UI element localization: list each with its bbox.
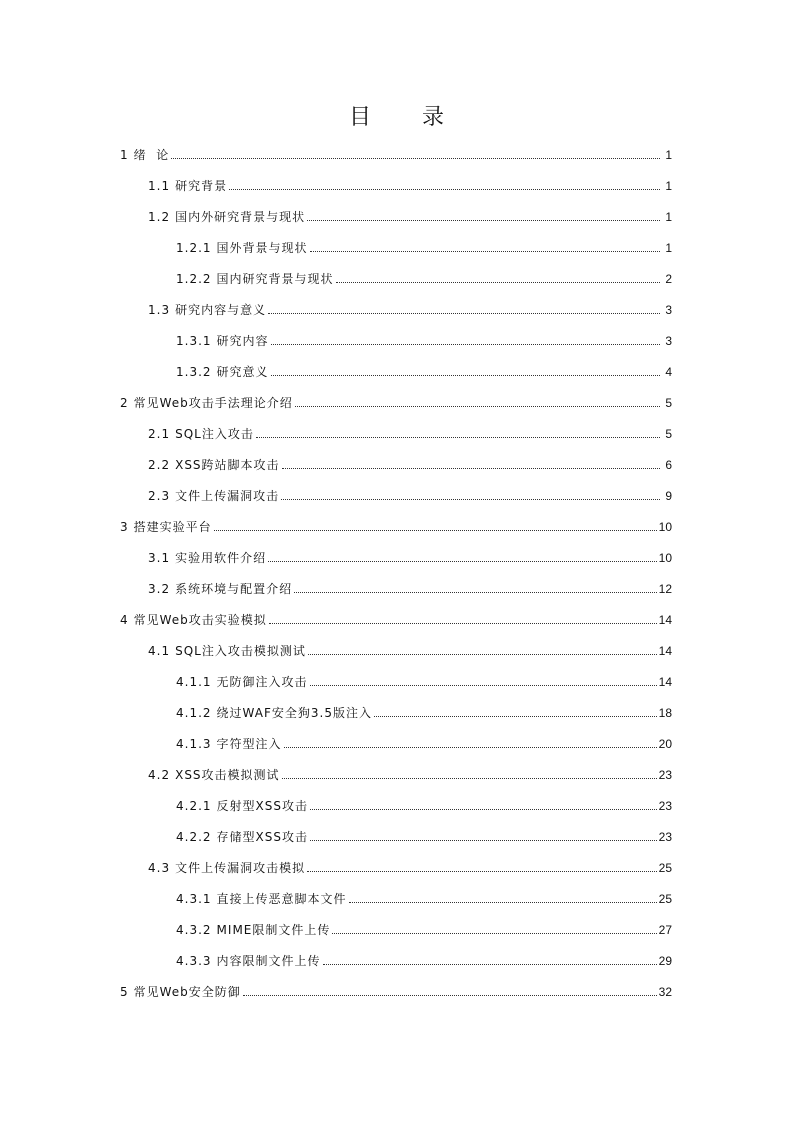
toc-entry-title: 国内外研究背景与现状 xyxy=(175,210,306,224)
toc-entry[interactable] xyxy=(120,980,672,1000)
toc-entry-page-number: 23 xyxy=(658,830,672,844)
toc-entry-number: 2.3 xyxy=(148,489,171,503)
toc-entry[interactable] xyxy=(148,174,672,194)
toc-dot-leader xyxy=(310,809,657,810)
toc-entry-page-number: 23 xyxy=(658,799,672,813)
toc-dot-leader xyxy=(336,282,660,283)
toc-entry-page-number: 14 xyxy=(658,613,672,627)
toc-entry[interactable] xyxy=(148,639,672,659)
toc-entry-page-number: 1 xyxy=(665,210,672,224)
toc-entry-title: 搭建实验平台 xyxy=(133,520,212,534)
toc-entry-number: 4.2.1 xyxy=(176,799,212,813)
toc-entry-page-number: 27 xyxy=(658,923,672,937)
toc-entry[interactable] xyxy=(176,949,672,969)
toc-dot-leader xyxy=(282,778,657,779)
toc-entry[interactable] xyxy=(176,887,672,907)
toc-entry[interactable] xyxy=(176,918,672,938)
toc-dot-leader xyxy=(229,189,660,190)
toc-entry-number: 3.2 xyxy=(148,582,171,596)
toc-dot-leader xyxy=(271,344,660,345)
toc-entry-number: 4.1 xyxy=(148,644,171,658)
toc-dot-leader xyxy=(349,902,657,903)
toc-entry-page-number: 29 xyxy=(658,954,672,968)
toc-entry-number: 1.2 xyxy=(148,210,171,224)
toc-dot-leader xyxy=(307,871,657,872)
toc-entry-title: 常见Web攻击手法理论介绍 xyxy=(133,396,293,410)
toc-entry-number: 4.3.2 xyxy=(176,923,212,937)
toc-entry[interactable] xyxy=(176,794,672,814)
toc-entry-title: 文件上传漏洞攻击模拟 xyxy=(175,861,306,875)
toc-entry[interactable] xyxy=(176,267,672,287)
toc-entry-page-number: 20 xyxy=(658,737,672,751)
toc-entry[interactable] xyxy=(148,298,672,318)
toc-entry-number: 2.1 xyxy=(148,427,171,441)
toc-entry-number: 4.1.1 xyxy=(176,675,212,689)
toc-entry-page-number: 4 xyxy=(665,365,672,379)
toc-entry[interactable] xyxy=(148,577,672,597)
toc-entry-page-number: 14 xyxy=(658,644,672,658)
toc-dot-leader xyxy=(374,716,657,717)
toc-entry-title: 国外背景与现状 xyxy=(216,241,308,255)
toc-entry-number: 4.1.3 xyxy=(176,737,212,751)
toc-dot-leader xyxy=(295,406,660,407)
toc-entry[interactable] xyxy=(148,484,672,504)
toc-entry-number: 1.3 xyxy=(148,303,171,317)
toc-dot-leader xyxy=(243,995,657,996)
toc-entry[interactable] xyxy=(120,143,672,163)
toc-entry-title: 研究背景 xyxy=(175,179,228,193)
toc-entry-page-number: 9 xyxy=(665,489,672,503)
toc-dot-leader xyxy=(308,654,657,655)
toc-entry-number: 4.3 xyxy=(148,861,171,875)
toc-entry-page-number: 32 xyxy=(658,985,672,999)
toc-entry[interactable] xyxy=(176,670,672,690)
toc-entry[interactable] xyxy=(148,763,672,783)
toc-entry-page-number: 3 xyxy=(665,334,672,348)
toc-dot-leader xyxy=(282,468,660,469)
toc-entry-title: 实验用软件介绍 xyxy=(175,551,267,565)
toc-dot-leader xyxy=(294,592,657,593)
toc-dot-leader xyxy=(310,251,660,252)
toc-entry[interactable] xyxy=(176,701,672,721)
toc-entry-title: MIME限制文件上传 xyxy=(216,923,331,937)
toc-entry-page-number: 1 xyxy=(665,241,672,255)
toc-dot-leader xyxy=(281,499,660,500)
toc-entry-number: 4.2 xyxy=(148,768,171,782)
toc-entry-number: 1.1 xyxy=(148,179,171,193)
toc-entry-page-number: 5 xyxy=(665,396,672,410)
toc-entry-number: 5 xyxy=(120,985,129,999)
toc-entry-number: 2.2 xyxy=(148,458,171,472)
toc-entry-title: SQL注入攻击模拟测试 xyxy=(175,644,306,658)
toc-title: 目 录 xyxy=(349,105,466,130)
toc-entry-title: 系统环境与配置介绍 xyxy=(175,582,293,596)
toc-entry-page-number: 2 xyxy=(665,272,672,286)
toc-entry-title: XSS跨站脚本攻击 xyxy=(175,458,280,472)
toc-entry-title: 研究内容 xyxy=(216,334,269,348)
toc-entry[interactable] xyxy=(176,825,672,845)
toc-entry-number: 1.2.1 xyxy=(176,241,212,255)
toc-entry-title: 绕过WAF安全狗3.5版注入 xyxy=(216,706,372,720)
toc-entry-page-number: 12 xyxy=(658,582,672,596)
toc-entry-number: 3.1 xyxy=(148,551,171,565)
toc-dot-leader xyxy=(284,747,657,748)
toc-entry-page-number: 18 xyxy=(658,706,672,720)
toc-entry-title: SQL注入攻击 xyxy=(175,427,254,441)
toc-entry-title: 字符型注入 xyxy=(216,737,282,751)
toc-dot-leader xyxy=(268,313,660,314)
toc-entry-title: 内容限制文件上传 xyxy=(216,954,321,968)
toc-entry-number: 1.2.2 xyxy=(176,272,212,286)
toc-dot-leader xyxy=(271,375,660,376)
toc-entry-page-number: 25 xyxy=(658,861,672,875)
toc-entry[interactable] xyxy=(148,453,672,473)
toc-entry-page-number: 5 xyxy=(665,427,672,441)
toc-entry[interactable] xyxy=(148,205,672,225)
toc-entry-title: 研究内容与意义 xyxy=(175,303,267,317)
toc-entry-page-number: 10 xyxy=(658,520,672,534)
toc-dot-leader xyxy=(310,840,657,841)
toc-entry-title: 文件上传漏洞攻击 xyxy=(175,489,280,503)
toc-entry[interactable] xyxy=(120,515,672,535)
toc-entry-title: 直接上传恶意脚本文件 xyxy=(216,892,347,906)
toc-entry[interactable] xyxy=(120,391,672,411)
toc-entry-number: 3 xyxy=(120,520,129,534)
toc-entry-page-number: 23 xyxy=(658,768,672,782)
toc-dot-leader xyxy=(332,933,656,934)
toc-entry-number: 1.3.2 xyxy=(176,365,212,379)
toc-entry-number: 2 xyxy=(120,396,129,410)
toc-dot-leader xyxy=(323,964,657,965)
toc-dot-leader xyxy=(307,220,660,221)
toc-entry-title: 研究意义 xyxy=(216,365,269,379)
toc-dot-leader xyxy=(256,437,660,438)
toc-entry-title: 常见Web攻击实验模拟 xyxy=(133,613,267,627)
toc-entry-page-number: 14 xyxy=(658,675,672,689)
toc-entry[interactable] xyxy=(176,732,672,752)
toc-dot-leader xyxy=(214,530,657,531)
toc-entry[interactable] xyxy=(120,608,672,628)
toc-entry-page-number: 3 xyxy=(665,303,672,317)
toc-entry-title: XSS攻击模拟测试 xyxy=(175,768,280,782)
toc-entry-page-number: 25 xyxy=(658,892,672,906)
toc-entry-number: 4.3.3 xyxy=(176,954,212,968)
toc-entry-page-number: 1 xyxy=(665,148,672,162)
toc-entry-number: 4.2.2 xyxy=(176,830,212,844)
toc-entry[interactable] xyxy=(148,856,672,876)
toc-entry-page-number: 6 xyxy=(665,458,672,472)
toc-entry-number: 1.3.1 xyxy=(176,334,212,348)
toc-dot-leader xyxy=(269,623,657,624)
toc-entry-title: 绪 论 xyxy=(133,148,170,162)
toc-entry[interactable] xyxy=(148,422,672,442)
toc-entry-number: 4.1.2 xyxy=(176,706,212,720)
toc-entry-title: 无防御注入攻击 xyxy=(216,675,308,689)
toc-entry[interactable] xyxy=(176,360,672,380)
toc-entry-number: 4 xyxy=(120,613,129,627)
toc-dot-leader xyxy=(268,561,657,562)
toc-entry-title: 存储型XSS攻击 xyxy=(216,830,309,844)
toc-dot-leader xyxy=(171,158,660,159)
toc-entry-number: 4.3.1 xyxy=(176,892,212,906)
toc-entry-title: 反射型XSS攻击 xyxy=(216,799,309,813)
toc-entry-page-number: 1 xyxy=(665,179,672,193)
toc-entry[interactable] xyxy=(148,546,672,566)
toc-dot-leader xyxy=(310,685,657,686)
toc-entry[interactable] xyxy=(176,329,672,349)
toc-entry[interactable] xyxy=(176,236,672,256)
toc-entry-title: 常见Web安全防御 xyxy=(133,985,241,999)
toc-entry-number: 1 xyxy=(120,148,129,162)
toc-entry-title: 国内研究背景与现状 xyxy=(216,272,334,286)
toc-entry-page-number: 10 xyxy=(658,551,672,565)
